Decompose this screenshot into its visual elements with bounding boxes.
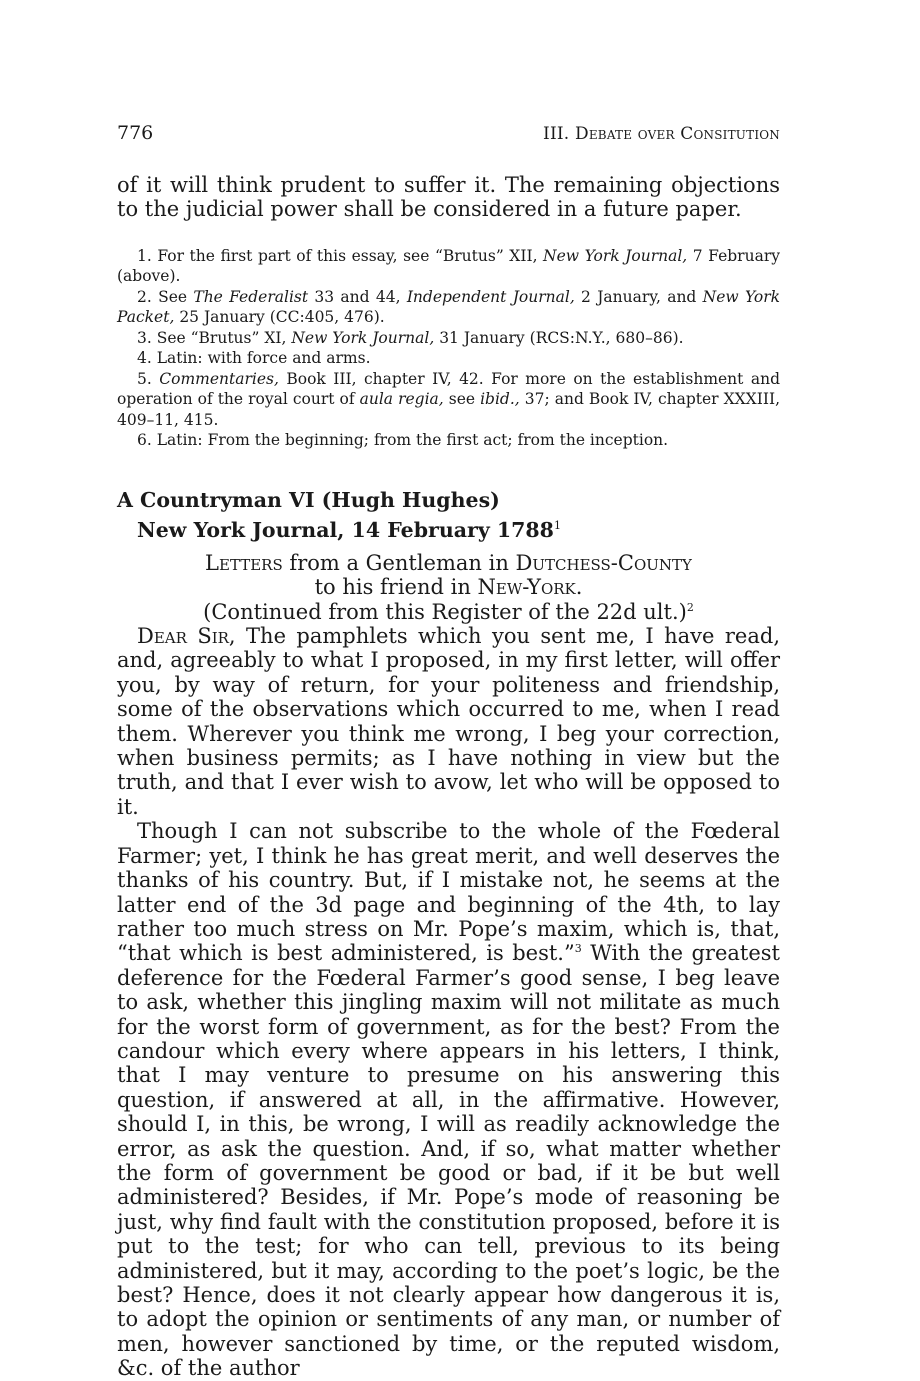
article-source: New York Journal, 14 February 1788$^1$ (137, 517, 561, 542)
running-header (117, 118, 780, 149)
running-title-rest: Debate over Consitution (575, 124, 780, 144)
continued-note-ref: 2 (686, 600, 694, 614)
letter-title-line2: to his friend in New-York. (314, 575, 583, 600)
letter-continued: (Continued from this Register of the 22d ult.)$^2$ (203, 599, 694, 624)
salutation: Dear Sir, (137, 624, 236, 649)
footnote-3: 3. See “Brutus” XI, New York Journal, 31 January (RCS:N.Y., 680–86). (137, 328, 684, 347)
para2-note-ref: 3 (574, 942, 582, 956)
footnote-6: 6. Latin: From the beginning; from the first act; from the inception. (137, 431, 669, 450)
footnotes (117, 246, 780, 451)
footnote-2: 2. See The Federalist 33 and 44, Independent Journal, 2 January, and New York Packet, 25 January (CC:405, 476). (117, 287, 780, 327)
document-page (117, 118, 780, 1381)
running-title-prefix: III. (543, 124, 576, 144)
heading-note-ref: 1 (553, 518, 561, 532)
article-heading (117, 487, 780, 543)
opening-paragraph: of it will think prudent to suffer it. The remaining objections to the judicial power shall be considered in a future paper. (117, 173, 780, 222)
letter-paragraph-2: Though I can not subscribe to the whole of the Fœderal Farmer; yet, I think he has great merit, and well deserves the thanks of his country. But, if I mistake not, he seems at the latter end of the 3d page and beginning of the 4th, to lay rather too much stress on Mr. Pope’s maxim, which is, that, “that which is best administered, is best.”$^3$ With the greatest deference for the Fœderal Farmer’s good sense, I beg leave to ask, whether this jingling maxim will not militate as much for the worst form of government, as for the best? From the candour which every where appears in his letters, I think, that I may venture to presume on his answering this question, if answered at all, in the affirmative. However, should I, in this, be wrong, I will as readily acknowledge the error, as ask the question. And, if so, what matter whether the form of government be good or bad, if it be but well administered? Besides, if Mr. Pope’s mode of reasoning be just, why find fault with the constitution proposed, before it is put to the test; for who can tell, previous to its being administered, but it may, according to the poet’s logic, be the best? Hence, does it not clearly appear how dangerous it is, to adopt the opinion or sentiments of any man, or number of men, however sanctioned by time, or the reputed wisdom, &c. of the author (117, 819, 780, 1381)
footnote-5: 5. Commentaries, Book III, chapter IV, 42. For more on the establishment and operation of the royal court of aula regia, see ibid., 37; and Book IV, chapter XXXIII, 409–11, 415. (117, 369, 781, 429)
article-title: A Countryman VI (Hugh Hughes) (117, 487, 500, 512)
letter-title-line1: Letters from a Gentleman in Dutchess-County (205, 550, 692, 575)
footnote-1: 1. For the first part of this essay, see “Brutus” XII, New York Journal, 7 February (above). (117, 246, 780, 286)
running-title (543, 119, 780, 149)
footnote-4: 4. Latin: with force and arms. (137, 349, 371, 368)
letter-paragraph-1: Dear Sir, The pamphlets which you sent me, I have read, and, agreeably to what I proposed, in my first letter, will offer you, by way of return, for your politeness and friendship, some of the observations which occurred to me, when I read them. Wherever you think me wrong, I beg your correction, when business permits; as I have nothing in view but the truth, and that I ever wish to avow, let who will be opposed to it. (117, 624, 781, 819)
letter-title (117, 551, 780, 624)
page-number: 776 (117, 122, 154, 144)
